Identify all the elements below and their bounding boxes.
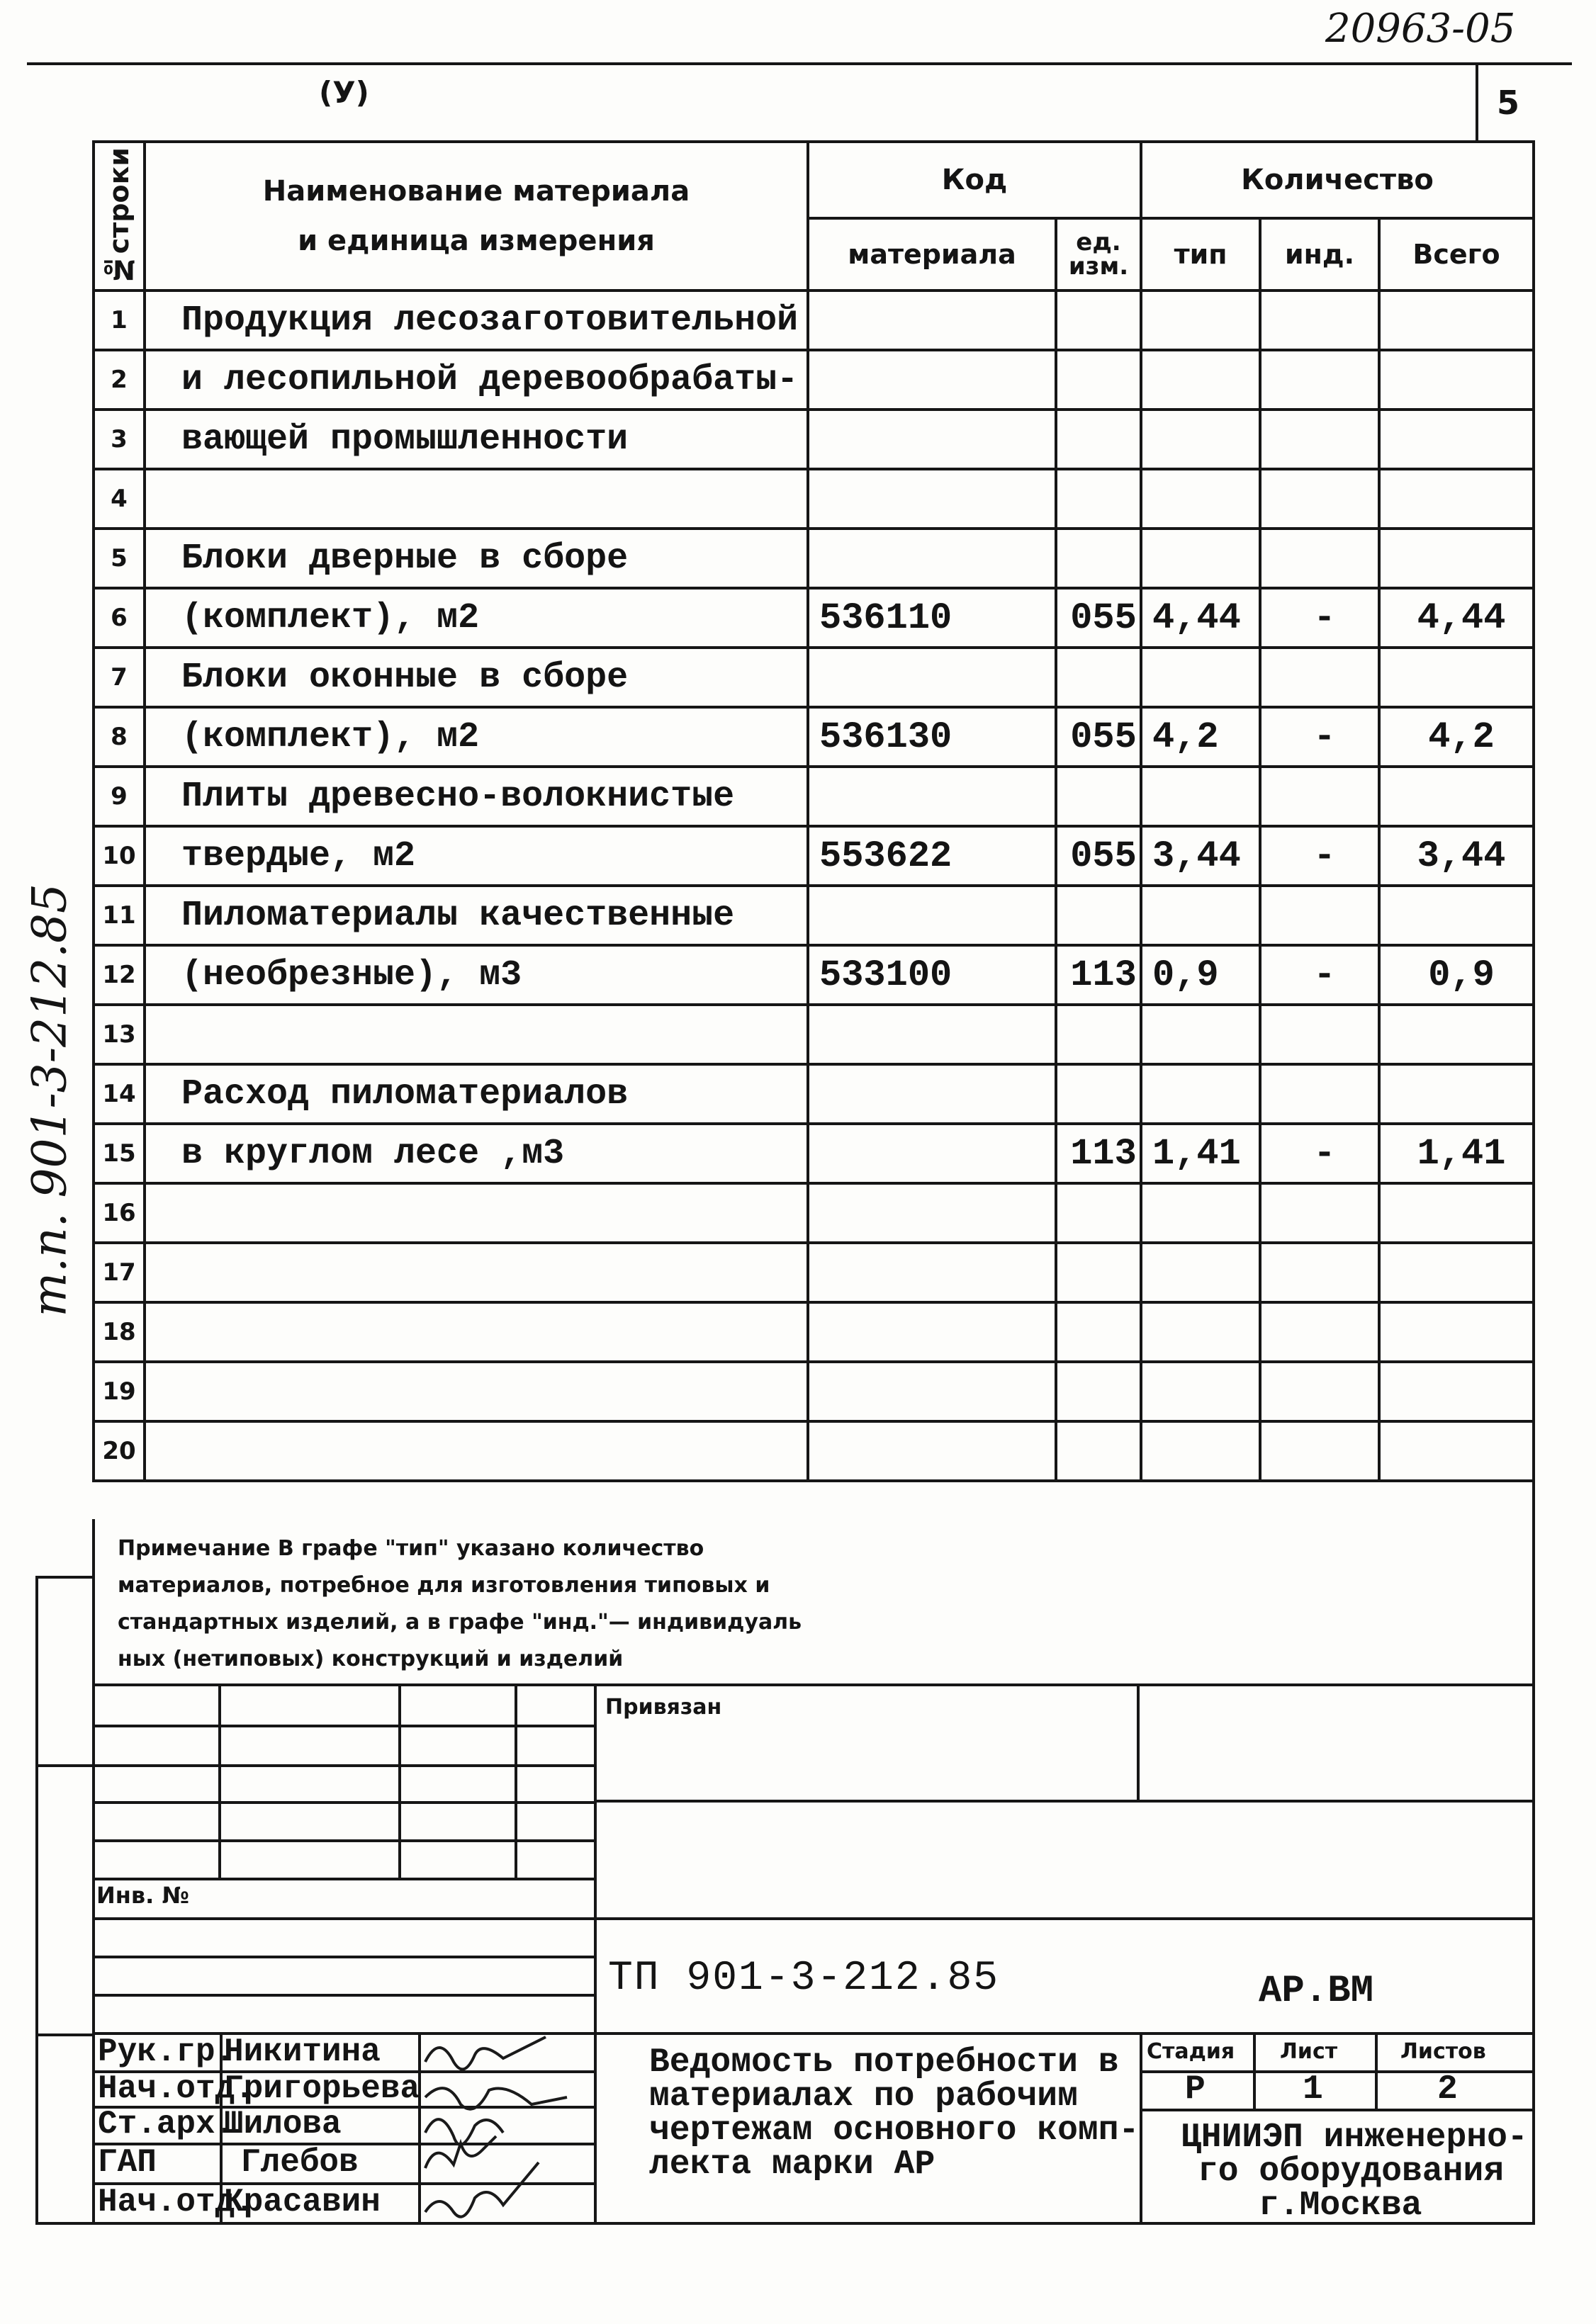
material-name: Блоки оконные в сборе	[145, 648, 808, 707]
stamp-col-3	[515, 1683, 517, 1878]
material-name: (комплект), м2	[145, 588, 808, 648]
row-number: 13	[94, 1005, 145, 1064]
unit-code	[1056, 1421, 1141, 1481]
material-code	[808, 469, 1056, 529]
table-row	[94, 1302, 1534, 1362]
material-code: 553622	[808, 826, 1056, 886]
unit-code	[1056, 1064, 1141, 1124]
qty-type	[1141, 1183, 1260, 1243]
unit-code	[1056, 469, 1141, 529]
qty-ind	[1260, 350, 1379, 410]
qty-type	[1141, 1243, 1260, 1302]
unit-code	[1056, 529, 1141, 588]
org-line-3: г.Москва	[1259, 2187, 1422, 2225]
stamp-hline-7	[92, 1956, 595, 1958]
material-code	[808, 350, 1056, 410]
sheet-value: 1	[1303, 2070, 1323, 2109]
signer-2-role: Нач.отд.	[98, 2070, 254, 2107]
row-number: 14	[94, 1064, 145, 1124]
top-border-line	[27, 62, 1572, 65]
signer-4-role: ГАП	[98, 2144, 157, 2181]
doc-title-line-4: лекта марки АР	[649, 2145, 935, 2184]
material-name	[145, 1243, 808, 1302]
material-code	[808, 529, 1056, 588]
row-number: 6	[94, 588, 145, 648]
table-row	[94, 945, 1534, 1005]
unit-code	[1056, 886, 1141, 945]
table-row	[94, 350, 1534, 410]
qty-ind	[1260, 529, 1379, 588]
unit-code	[1056, 1243, 1141, 1302]
qty-total	[1379, 886, 1534, 945]
archive-number: 20963-05	[1325, 6, 1516, 52]
stamp-col-2	[398, 1683, 401, 1878]
qty-ind	[1260, 1005, 1379, 1064]
unit-code	[1056, 290, 1141, 350]
page-box-left	[1476, 65, 1478, 140]
qty-ind	[1260, 1243, 1379, 1302]
header-unit-line2: изм.	[1068, 252, 1129, 281]
qty-total: 4,2	[1379, 707, 1534, 767]
qty-type	[1141, 410, 1260, 469]
doc-title-line-3: чертежам основного комп-	[649, 2111, 1140, 2150]
material-name: Плиты древесно-волокнистые	[145, 767, 808, 826]
unit-code: 055	[1056, 588, 1141, 648]
stamp-hline-6	[92, 1917, 595, 1920]
unit-code	[1056, 350, 1141, 410]
qty-type	[1141, 529, 1260, 588]
privyazan-bottom	[595, 1800, 1532, 1803]
qty-ind: -	[1260, 1124, 1379, 1183]
table-row	[94, 1362, 1534, 1421]
material-code	[808, 290, 1056, 350]
qty-type: 4,44	[1141, 588, 1260, 648]
qty-type	[1141, 350, 1260, 410]
unit-code: 113	[1056, 945, 1141, 1005]
header-unit-line1: ед.	[1076, 228, 1121, 256]
signer-1-name: Никитина	[224, 2034, 381, 2070]
org-line-1: ЦНИИЭП инженерно-	[1181, 2119, 1528, 2157]
material-name: вающей промышленности	[145, 410, 808, 469]
unit-code	[1056, 410, 1141, 469]
table-row	[94, 767, 1534, 826]
qty-ind	[1260, 1362, 1379, 1421]
table-row	[94, 410, 1534, 469]
qty-ind	[1260, 1064, 1379, 1124]
qty-ind	[1260, 767, 1379, 826]
qty-total: 0,9	[1379, 945, 1534, 1005]
header-name-line2: и единица измерения	[298, 225, 655, 257]
qty-total	[1379, 648, 1534, 707]
qty-type: 0,9	[1141, 945, 1260, 1005]
material-name: (комплект), м2	[145, 707, 808, 767]
outer-left-top	[35, 1576, 95, 1579]
note-line-4: ных (нетиповых) конструкций и изделий	[118, 1647, 624, 1671]
stamp-hline-8	[92, 1994, 595, 1997]
stamp-hline-2	[92, 1764, 595, 1767]
sheets-value: 2	[1437, 2070, 1458, 2109]
stamp-hline-3	[92, 1801, 595, 1804]
material-code	[808, 648, 1056, 707]
table-row	[94, 1064, 1534, 1124]
qty-type	[1141, 1064, 1260, 1124]
material-name	[145, 1005, 808, 1064]
qty-ind	[1260, 886, 1379, 945]
qty-total: 1,41	[1379, 1124, 1534, 1183]
signer-4-name: Глебов	[241, 2144, 359, 2181]
material-code	[808, 1005, 1056, 1064]
qty-type: 1,41	[1141, 1124, 1260, 1183]
drawing-mark: АР.ВМ	[1259, 1970, 1374, 2013]
row-number: 7	[94, 648, 145, 707]
qty-type	[1141, 1005, 1260, 1064]
table-row	[94, 648, 1534, 707]
row-number: 11	[94, 886, 145, 945]
qty-total	[1379, 1064, 1534, 1124]
material-name	[145, 1183, 808, 1243]
privyazan-divider	[1137, 1683, 1140, 1800]
material-name	[145, 1421, 808, 1481]
table-row	[94, 1005, 1534, 1064]
stage-col-1	[1253, 2032, 1256, 2110]
qty-type	[1141, 1362, 1260, 1421]
header-qty: Количество	[1141, 142, 1534, 218]
signer-1-role: Рук.гр.	[98, 2034, 235, 2070]
table-row	[94, 588, 1534, 648]
stage-col-2	[1375, 2032, 1378, 2110]
qty-type	[1141, 290, 1260, 350]
qty-ind: -	[1260, 588, 1379, 648]
row-number: 8	[94, 707, 145, 767]
table-row	[94, 1243, 1534, 1302]
signer-5-name: Красавин	[224, 2184, 381, 2221]
table-row	[94, 886, 1534, 945]
qty-ind	[1260, 1421, 1379, 1481]
table-row	[94, 1183, 1534, 1243]
row-number: 1	[94, 290, 145, 350]
header-row-1	[94, 142, 1534, 218]
qty-ind	[1260, 410, 1379, 469]
stage-hline-2	[1140, 2109, 1532, 2111]
unit-code	[1056, 1302, 1141, 1362]
material-name: Продукция лесозаготовительной	[145, 290, 808, 350]
qty-type	[1141, 469, 1260, 529]
qty-total	[1379, 410, 1534, 469]
row-number: 15	[94, 1124, 145, 1183]
row-number: 5	[94, 529, 145, 588]
material-code: 533100	[808, 945, 1056, 1005]
header-code: Код	[808, 142, 1141, 218]
material-name: (необрезные), м3	[145, 945, 808, 1005]
material-code	[808, 1124, 1056, 1183]
stage-value: Р	[1185, 2070, 1206, 2109]
unit-code: 113	[1056, 1124, 1141, 1183]
qty-total	[1379, 469, 1534, 529]
material-name	[145, 1362, 808, 1421]
unit-code	[1056, 648, 1141, 707]
project-code: ТП 901-3-212.85	[608, 1956, 1000, 2002]
signer-5-role: Нач.отд.	[98, 2184, 254, 2221]
qty-type	[1141, 648, 1260, 707]
header-qty-ind: инд.	[1260, 218, 1379, 290]
qty-total	[1379, 1421, 1534, 1481]
org-line-2: го оборудования	[1198, 2153, 1505, 2191]
qty-total: 3,44	[1379, 826, 1534, 886]
sheet-mark: (У)	[319, 75, 369, 110]
row-number: 3	[94, 410, 145, 469]
row-number: 9	[94, 767, 145, 826]
table-row	[94, 1124, 1534, 1183]
material-name: и лесопильной деревообрабаты-	[145, 350, 808, 410]
qty-total	[1379, 767, 1534, 826]
qty-ind: -	[1260, 945, 1379, 1005]
qty-ind	[1260, 469, 1379, 529]
qty-total	[1379, 1302, 1534, 1362]
material-code	[808, 1421, 1056, 1481]
qty-ind	[1260, 1302, 1379, 1362]
material-name	[145, 1302, 808, 1362]
header-qty-total: Всего	[1379, 218, 1534, 290]
material-code	[808, 410, 1056, 469]
qty-type	[1141, 1421, 1260, 1481]
material-code	[808, 886, 1056, 945]
doc-title-line-1: Ведомость потребности в	[649, 2043, 1119, 2082]
table-row	[94, 290, 1534, 350]
unit-code	[1056, 1183, 1141, 1243]
header-name	[145, 142, 808, 290]
table-body	[94, 290, 1534, 1481]
qty-type: 3,44	[1141, 826, 1260, 886]
row-number: 16	[94, 1183, 145, 1243]
material-code	[808, 1362, 1056, 1421]
unit-code	[1056, 1362, 1141, 1421]
table-row	[94, 707, 1534, 767]
signature-2	[425, 2088, 567, 2109]
material-name: Расход пиломатериалов	[145, 1064, 808, 1124]
material-code: 536130	[808, 707, 1056, 767]
material-code	[808, 1302, 1056, 1362]
signer-2-name: Григорьева	[224, 2070, 420, 2107]
qty-total	[1379, 529, 1534, 588]
qty-ind	[1260, 648, 1379, 707]
doc-title-line-2: материалах по рабочим	[649, 2077, 1078, 2116]
note-line-1: Примечание В графе "тип" указано количество	[118, 1536, 704, 1561]
code-row-bottom	[595, 2032, 1532, 2035]
unit-code: 055	[1056, 826, 1141, 886]
qty-total	[1379, 290, 1534, 350]
unit-code	[1056, 767, 1141, 826]
material-name: Блоки дверные в сборе	[145, 529, 808, 588]
material-code: 536110	[808, 588, 1056, 648]
material-code	[808, 1064, 1056, 1124]
material-code	[808, 767, 1056, 826]
qty-total	[1379, 1243, 1534, 1302]
row-number: 10	[94, 826, 145, 886]
title-right-line	[1140, 2032, 1142, 2222]
qty-ind	[1260, 1183, 1379, 1243]
material-code	[808, 1183, 1056, 1243]
code-row-top	[595, 1917, 1532, 1920]
row-number: 2	[94, 350, 145, 410]
row-number: 20	[94, 1421, 145, 1481]
row-number: 17	[94, 1243, 145, 1302]
material-code	[808, 1243, 1056, 1302]
note-line-3: стандартных изделий, а в графе "инд."— индивидуаль	[118, 1610, 802, 1635]
table-row	[94, 826, 1534, 886]
side-project-stamp: т.п. 901-3-212.85	[22, 883, 77, 1317]
signature-5	[425, 2162, 539, 2217]
row-number: 19	[94, 1362, 145, 1421]
table-row	[94, 469, 1534, 529]
unit-code	[1056, 1005, 1141, 1064]
qty-ind: -	[1260, 826, 1379, 886]
qty-total	[1379, 1362, 1534, 1421]
header-qty-type: тип	[1141, 218, 1260, 290]
qty-ind	[1260, 290, 1379, 350]
outer-left-low	[35, 2034, 95, 2036]
outer-left-line	[35, 1576, 38, 2223]
qty-total	[1379, 1005, 1534, 1064]
stamp-col-1	[218, 1683, 221, 1878]
row-number: 4	[94, 469, 145, 529]
header-code-unit	[1056, 218, 1141, 290]
stamp-top-line	[92, 1683, 1532, 1686]
header-row-no: №строки	[94, 142, 145, 290]
signature-4	[425, 2136, 496, 2168]
material-name: в круглом лесе ,м3	[145, 1124, 808, 1183]
sheet-label: Лист	[1280, 2039, 1338, 2064]
stamp-hline-1	[92, 1725, 595, 1727]
stamp-left-line	[92, 1519, 95, 2223]
signer-3-name: Шилова	[224, 2106, 342, 2143]
unit-code: 055	[1056, 707, 1141, 767]
stamp-hline-5	[92, 1878, 595, 1880]
qty-ind: -	[1260, 707, 1379, 767]
qty-type: 4,2	[1141, 707, 1260, 767]
header-name-line1: Наименование материала	[262, 175, 690, 208]
privyazan-label: Привязан	[605, 1695, 722, 1720]
sheets-label: Листов	[1400, 2039, 1486, 2064]
qty-total: 4,44	[1379, 588, 1534, 648]
material-name: Пиломатериалы качественные	[145, 886, 808, 945]
qty-total	[1379, 350, 1534, 410]
stamp-hline-4	[92, 1839, 595, 1842]
materials-table	[92, 140, 1535, 1482]
header-code-material: материала	[808, 218, 1056, 290]
signature-1	[425, 2037, 546, 2069]
qty-type	[1141, 1302, 1260, 1362]
note-line-2: материалов, потребное для изготовления типовых и	[118, 1573, 770, 1598]
material-name: твердые, м2	[145, 826, 808, 886]
qty-type	[1141, 886, 1260, 945]
qty-total	[1379, 1183, 1534, 1243]
outer-left-mid	[35, 1764, 95, 1767]
qty-type	[1141, 767, 1260, 826]
row-number: 18	[94, 1302, 145, 1362]
page-number: 5	[1497, 84, 1520, 122]
stage-label: Стадия	[1147, 2039, 1235, 2064]
signature-marks	[418, 2026, 595, 2225]
material-name	[145, 469, 808, 529]
inv-no-label: Инв. №	[96, 1882, 189, 1909]
signer-3-role: Ст.арх.	[98, 2106, 235, 2143]
table-row	[94, 1421, 1534, 1481]
table-row	[94, 529, 1534, 588]
row-number: 12	[94, 945, 145, 1005]
